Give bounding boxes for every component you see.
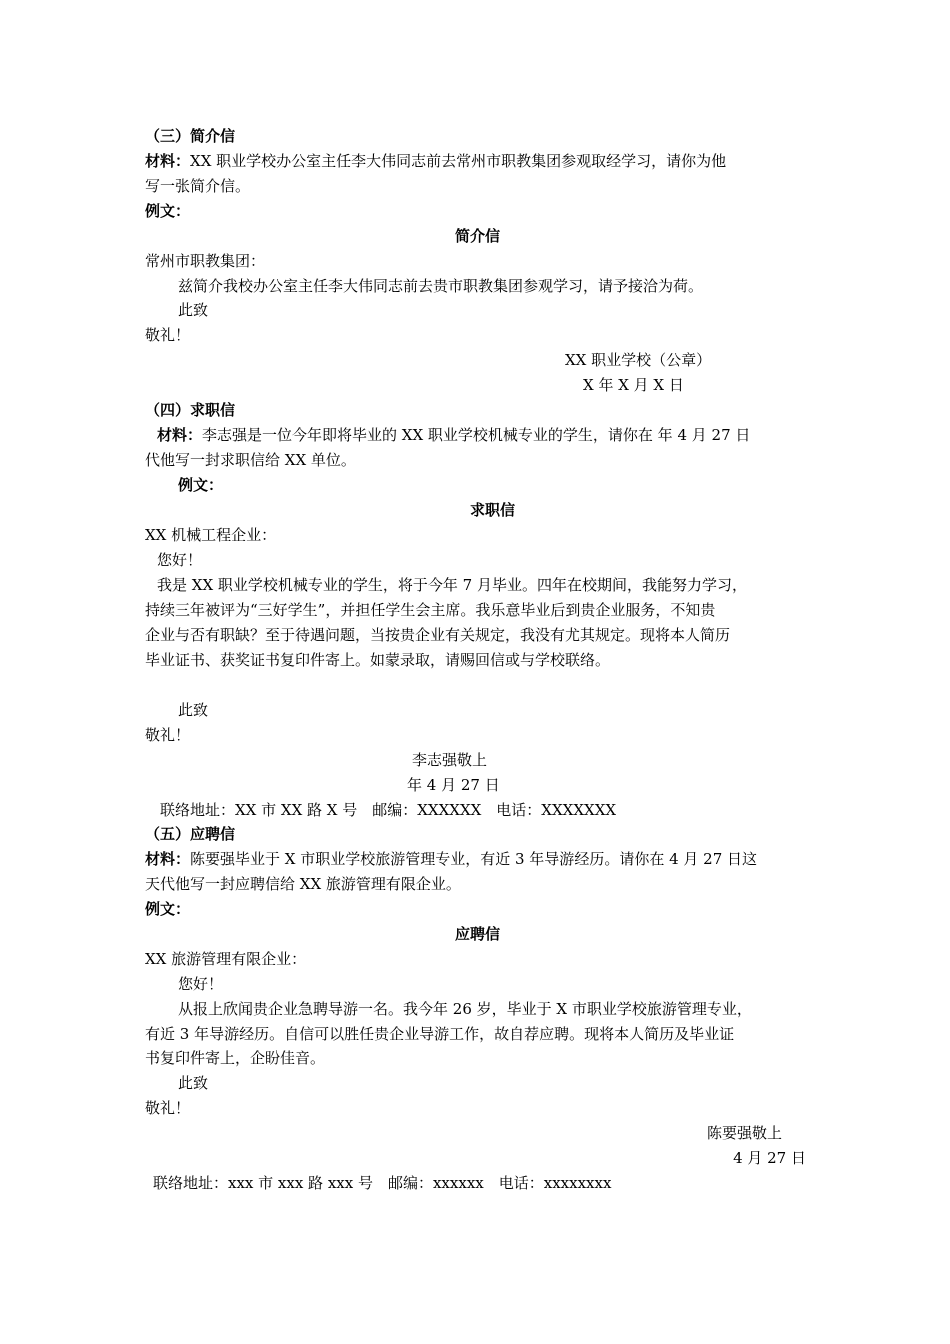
section3-material-line1 bbox=[145, 151, 810, 173]
section5-material-line1 bbox=[145, 849, 810, 871]
section5-sign-date: 4 月 27 日 bbox=[733, 1149, 806, 1167]
section5-material-text1: 陈要强毕业于 X 市职业学校旅游管理专业，有近 3 年导游经历。请你在 4 月 27 日这 bbox=[190, 850, 758, 868]
section3-letter-title: 简介信 bbox=[454, 227, 500, 245]
section4-material-line1 bbox=[145, 425, 810, 447]
section5-heading: （五）应聘信 bbox=[145, 825, 236, 843]
section5-body-2: 有近 3 年导游经历。自信可以胜任贵企业导游工作，故自荐应聘。现将本人简历及毕业证 bbox=[145, 1025, 735, 1043]
section5-example-label: 例文： bbox=[145, 900, 191, 918]
section3-material-label: 材料： bbox=[145, 152, 191, 170]
section3-salutation: 常州市职教集团： bbox=[145, 252, 266, 270]
section5-body-1: 从报上欣闻贵企业急聘导游一名。我今年 26 岁，毕业于 X 市职业学校旅游管理专业， bbox=[178, 1000, 752, 1018]
section4-letter-title: 求职信 bbox=[469, 501, 515, 519]
section4-material-label: 材料： bbox=[157, 426, 203, 444]
section4-body-2: 持续三年被评为“三好学生”，并担任学生会主席。我乐意毕业后到贵企业服务，不知贵 bbox=[145, 601, 716, 619]
section3-material-line2: 写一张简介信。 bbox=[145, 177, 251, 195]
section4-body-1: 我是 XX 职业学校机械专业的学生，将于今年 7 月毕业。四年在校期间，我能努力学习， bbox=[157, 576, 747, 594]
section3-heading: （三）简介信 bbox=[145, 127, 236, 145]
section4-body-4: 毕业证书、获奖证书复印件寄上。如蒙录取，请赐回信或与学校联络。 bbox=[145, 651, 611, 669]
section4-body-3: 企业与否有职缺？至于待遇问题，当按贵企业有关规定，我没有尤其规定。现将本人简历 bbox=[145, 626, 731, 644]
section4-example-label: 例文： bbox=[178, 476, 224, 494]
section4-sign-name: 李志强敬上 bbox=[412, 751, 488, 769]
section5-letter-title: 应聘信 bbox=[454, 925, 500, 943]
section5-material-line2: 天代他写一封应聘信给 XX 旅游管理有限企业。 bbox=[145, 875, 461, 893]
section4-material-text1: 李志强是一位今年即将毕业的 XX 职业学校机械专业的学生，请你在 年 4 月 27 日 bbox=[202, 426, 751, 444]
section5-body-3: 书复印件寄上，企盼佳音。 bbox=[145, 1049, 326, 1067]
section4-contact: 联络地址：XX 市 XX 路 X 号 邮编：XXXXXX 电话：XXXXXXX bbox=[160, 801, 617, 819]
section5-closing-2: 敬礼！ bbox=[145, 1099, 191, 1117]
section5-sign-name: 陈要强敬上 bbox=[707, 1124, 783, 1142]
section5-closing-1: 此致 bbox=[178, 1074, 209, 1092]
section3-closing-2: 敬礼！ bbox=[145, 326, 191, 344]
section5-material-label: 材料： bbox=[145, 850, 191, 868]
section3-body: 兹简介我校办公室主任李大伟同志前去贵市职教集团参观学习，请予接洽为荷。 bbox=[178, 277, 704, 295]
section5-salutation: XX 旅游管理有限企业： bbox=[145, 950, 307, 968]
section5-greeting: 您好！ bbox=[178, 975, 224, 993]
section4-closing-1: 此致 bbox=[178, 701, 209, 719]
section5-contact: 联络地址：xxx 市 xxx 路 xxx 号 邮编：xxxxxx 电话：xxxxxxxx bbox=[153, 1174, 612, 1192]
section4-material-line2: 代他写一封求职信给 XX 单位。 bbox=[145, 451, 356, 469]
section3-material-text1: XX 职业学校办公室主任李大伟同志前去常州市职教集团参观取经学习，请你为他 bbox=[190, 152, 727, 170]
section4-heading: （四）求职信 bbox=[145, 401, 236, 419]
section4-closing-2: 敬礼！ bbox=[145, 726, 191, 744]
section4-sign-date: 年 4 月 27 日 bbox=[407, 776, 500, 794]
section3-example-label: 例文： bbox=[145, 202, 191, 220]
section4-greeting: 您好！ bbox=[157, 551, 203, 569]
section3-closing-1: 此致 bbox=[178, 301, 209, 319]
section4-salutation: XX 机械工程企业： bbox=[145, 526, 277, 544]
section3-sign-org: XX 职业学校（公章） bbox=[565, 351, 712, 369]
section3-sign-date: X 年 X 月 X 日 bbox=[583, 376, 684, 394]
